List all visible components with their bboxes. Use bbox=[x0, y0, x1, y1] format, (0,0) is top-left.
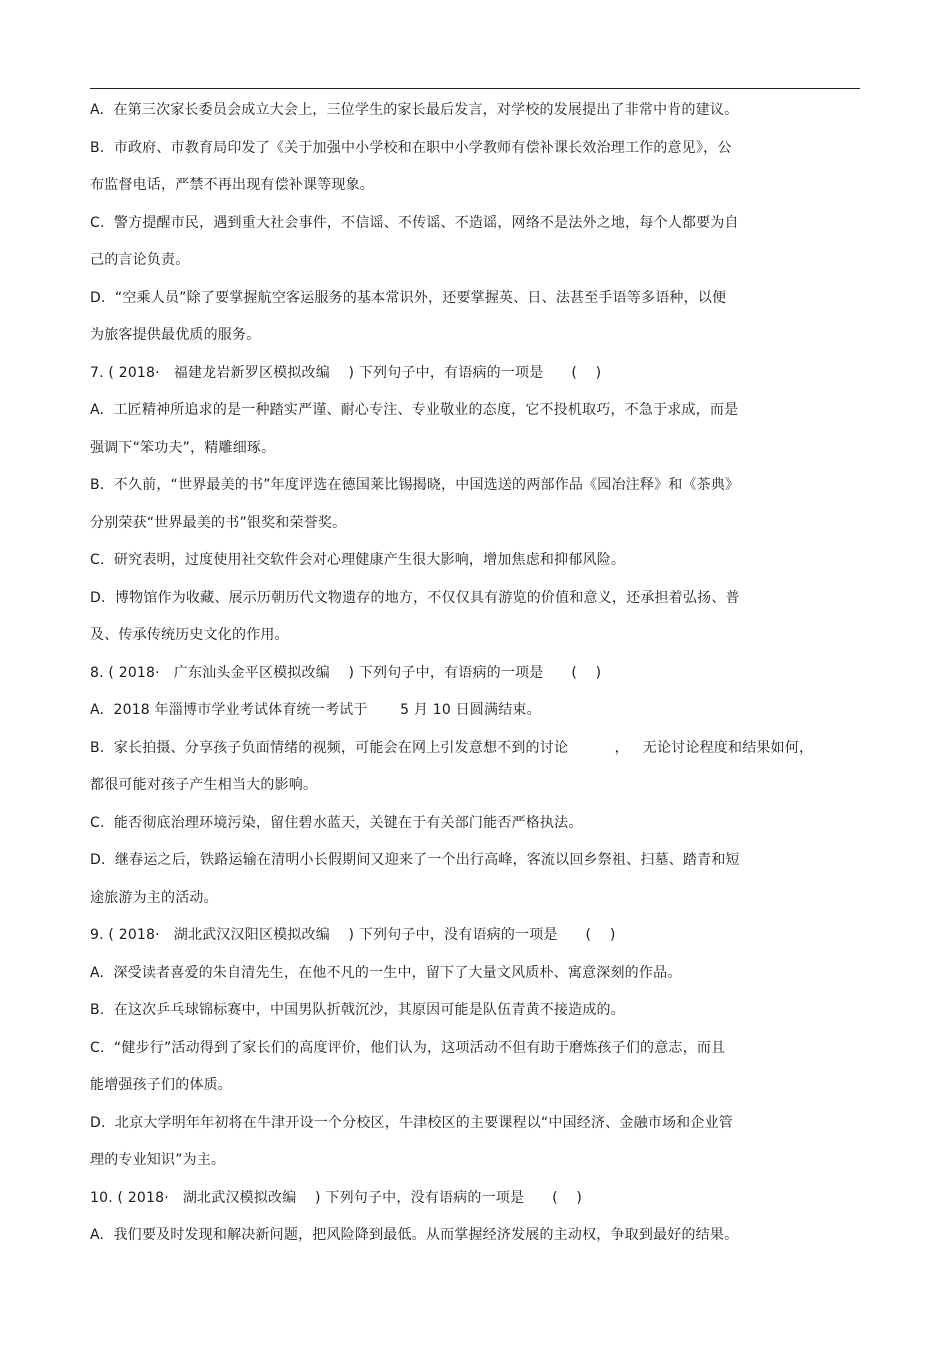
text-line: B. 市政府、市教育局印发了《关于加强中小学校和在职中小学教师有偿补课长效治理工作的意见》，公 bbox=[90, 140, 732, 156]
text-line: C. 研究表明，过度使用社交软件会对心理健康产生很大影响，增加焦虑和抑郁风险。 bbox=[90, 552, 626, 568]
question-8-stem: 8. ( 2018· 广东汕头金平区模拟改编 ) 下列句子中，有语病的一项是 ( ) bbox=[90, 665, 602, 681]
text-line: D. 北京大学明年年初将在牛津开设一个分校区，牛津校区的主要课程以“中国经济、金融市场和企业管 bbox=[90, 1115, 733, 1131]
question-9-stem: 9. ( 2018· 湖北武汉汉阳区模拟改编 ) 下列句子中，没有语病的一项是 ( ) bbox=[90, 927, 616, 943]
text-line: B. 在这次乒乓球锦标赛中，中国男队折戟沉沙，其原因可能是队伍青黄不接造成的。 bbox=[90, 1002, 625, 1018]
text-line: D. 继春运之后，铁路运输在清明小长假期间又迎来了一个出行高峰，客流以回乡祭祖、扫墓、踏青和短 bbox=[90, 852, 740, 868]
text-line: D. “空乘人员”除了要掌握航空客运服务的基本常识外，还要掌握英、日、法甚至手语等多语种，以便 bbox=[90, 290, 727, 306]
header-rule bbox=[90, 88, 860, 89]
text-line: 强调下“笨功夫”，精雕细琢。 bbox=[90, 440, 276, 456]
text-line: 己的言论负责。 bbox=[90, 252, 190, 268]
text-line: A. 深受读者喜爱的朱自清先生，在他不凡的一生中，留下了大量文风质朴、寓意深刻的作品。 bbox=[90, 965, 682, 981]
text-line: 分别荣获“世界最美的书”银奖和荣誉奖。 bbox=[90, 515, 347, 531]
text-line: 能增强孩子们的体质。 bbox=[90, 1077, 232, 1093]
text-line: A. 在第三次家长委员会成立大会上，三位学生的家长最后发言，对学校的发展提出了非常中肯的建议。 bbox=[90, 102, 739, 118]
text-line: 理的专业知识”为主。 bbox=[90, 1152, 226, 1168]
text-line: C. “健步行”活动得到了家长们的高度评价，他们认为，这项活动不但有助于磨炼孩子们的意志，而且 bbox=[90, 1040, 726, 1056]
text-line: 都很可能对孩子产生相当大的影响。 bbox=[90, 777, 318, 793]
text-line: A. 我们要及时发现和解决新问题，把风险降到最低。从而掌握经济发展的主动权，争取到最好的结果。 bbox=[90, 1227, 739, 1243]
text-line: 布监督电话，严禁不再出现有偿补课等现象。 bbox=[90, 177, 374, 193]
question-10-stem: 10. ( 2018· 湖北武汉模拟改编 ) 下列句子中，没有语病的一项是 ( ) bbox=[90, 1190, 582, 1206]
text-line: 及、传承传统历史文化的作用。 bbox=[90, 627, 289, 643]
question-7-stem: 7. ( 2018· 福建龙岩新罗区模拟改编 ) 下列句子中，有语病的一项是 ( ) bbox=[90, 365, 602, 381]
text-line: D. 博物馆作为收藏、展示历朝历代文物遗存的地方，不仅仅具有游览的价值和意义，还承担着弘扬、普 bbox=[90, 590, 740, 606]
text-line: B. 不久前，“世界最美的书”年度评选在德国莱比锡揭晓，中国选送的两部作品《园冶注释》和《茶典》 bbox=[90, 477, 740, 493]
text-line: A. 工匠精神所追求的是一种踏实严谨、耐心专注、专业敬业的态度，它不投机取巧，不急于求成，而是 bbox=[90, 402, 739, 418]
text-line: 为旅客提供最优质的服务。 bbox=[90, 327, 261, 343]
text-line: C. 警方提醒市民，遇到重大社会事件，不信谣、不传谣、不造谣，网络不是法外之地，每个人都要为自 bbox=[90, 215, 739, 231]
text-line: 途旅游为主的活动。 bbox=[90, 890, 218, 906]
text-line: A. 2018 年淄博市学业考试体育统一考试于 5 月 10 日圆满结束。 bbox=[90, 702, 541, 718]
text-line: C. 能否彻底治理环境污染，留住碧水蓝天，关键在于有关部门能否严格执法。 bbox=[90, 815, 583, 831]
text-line: B. 家长拍摄、分享孩子负面情绪的视频，可能会在网上引发意想不到的讨论 ， 无论讨论程度和结果如何， bbox=[90, 740, 814, 756]
